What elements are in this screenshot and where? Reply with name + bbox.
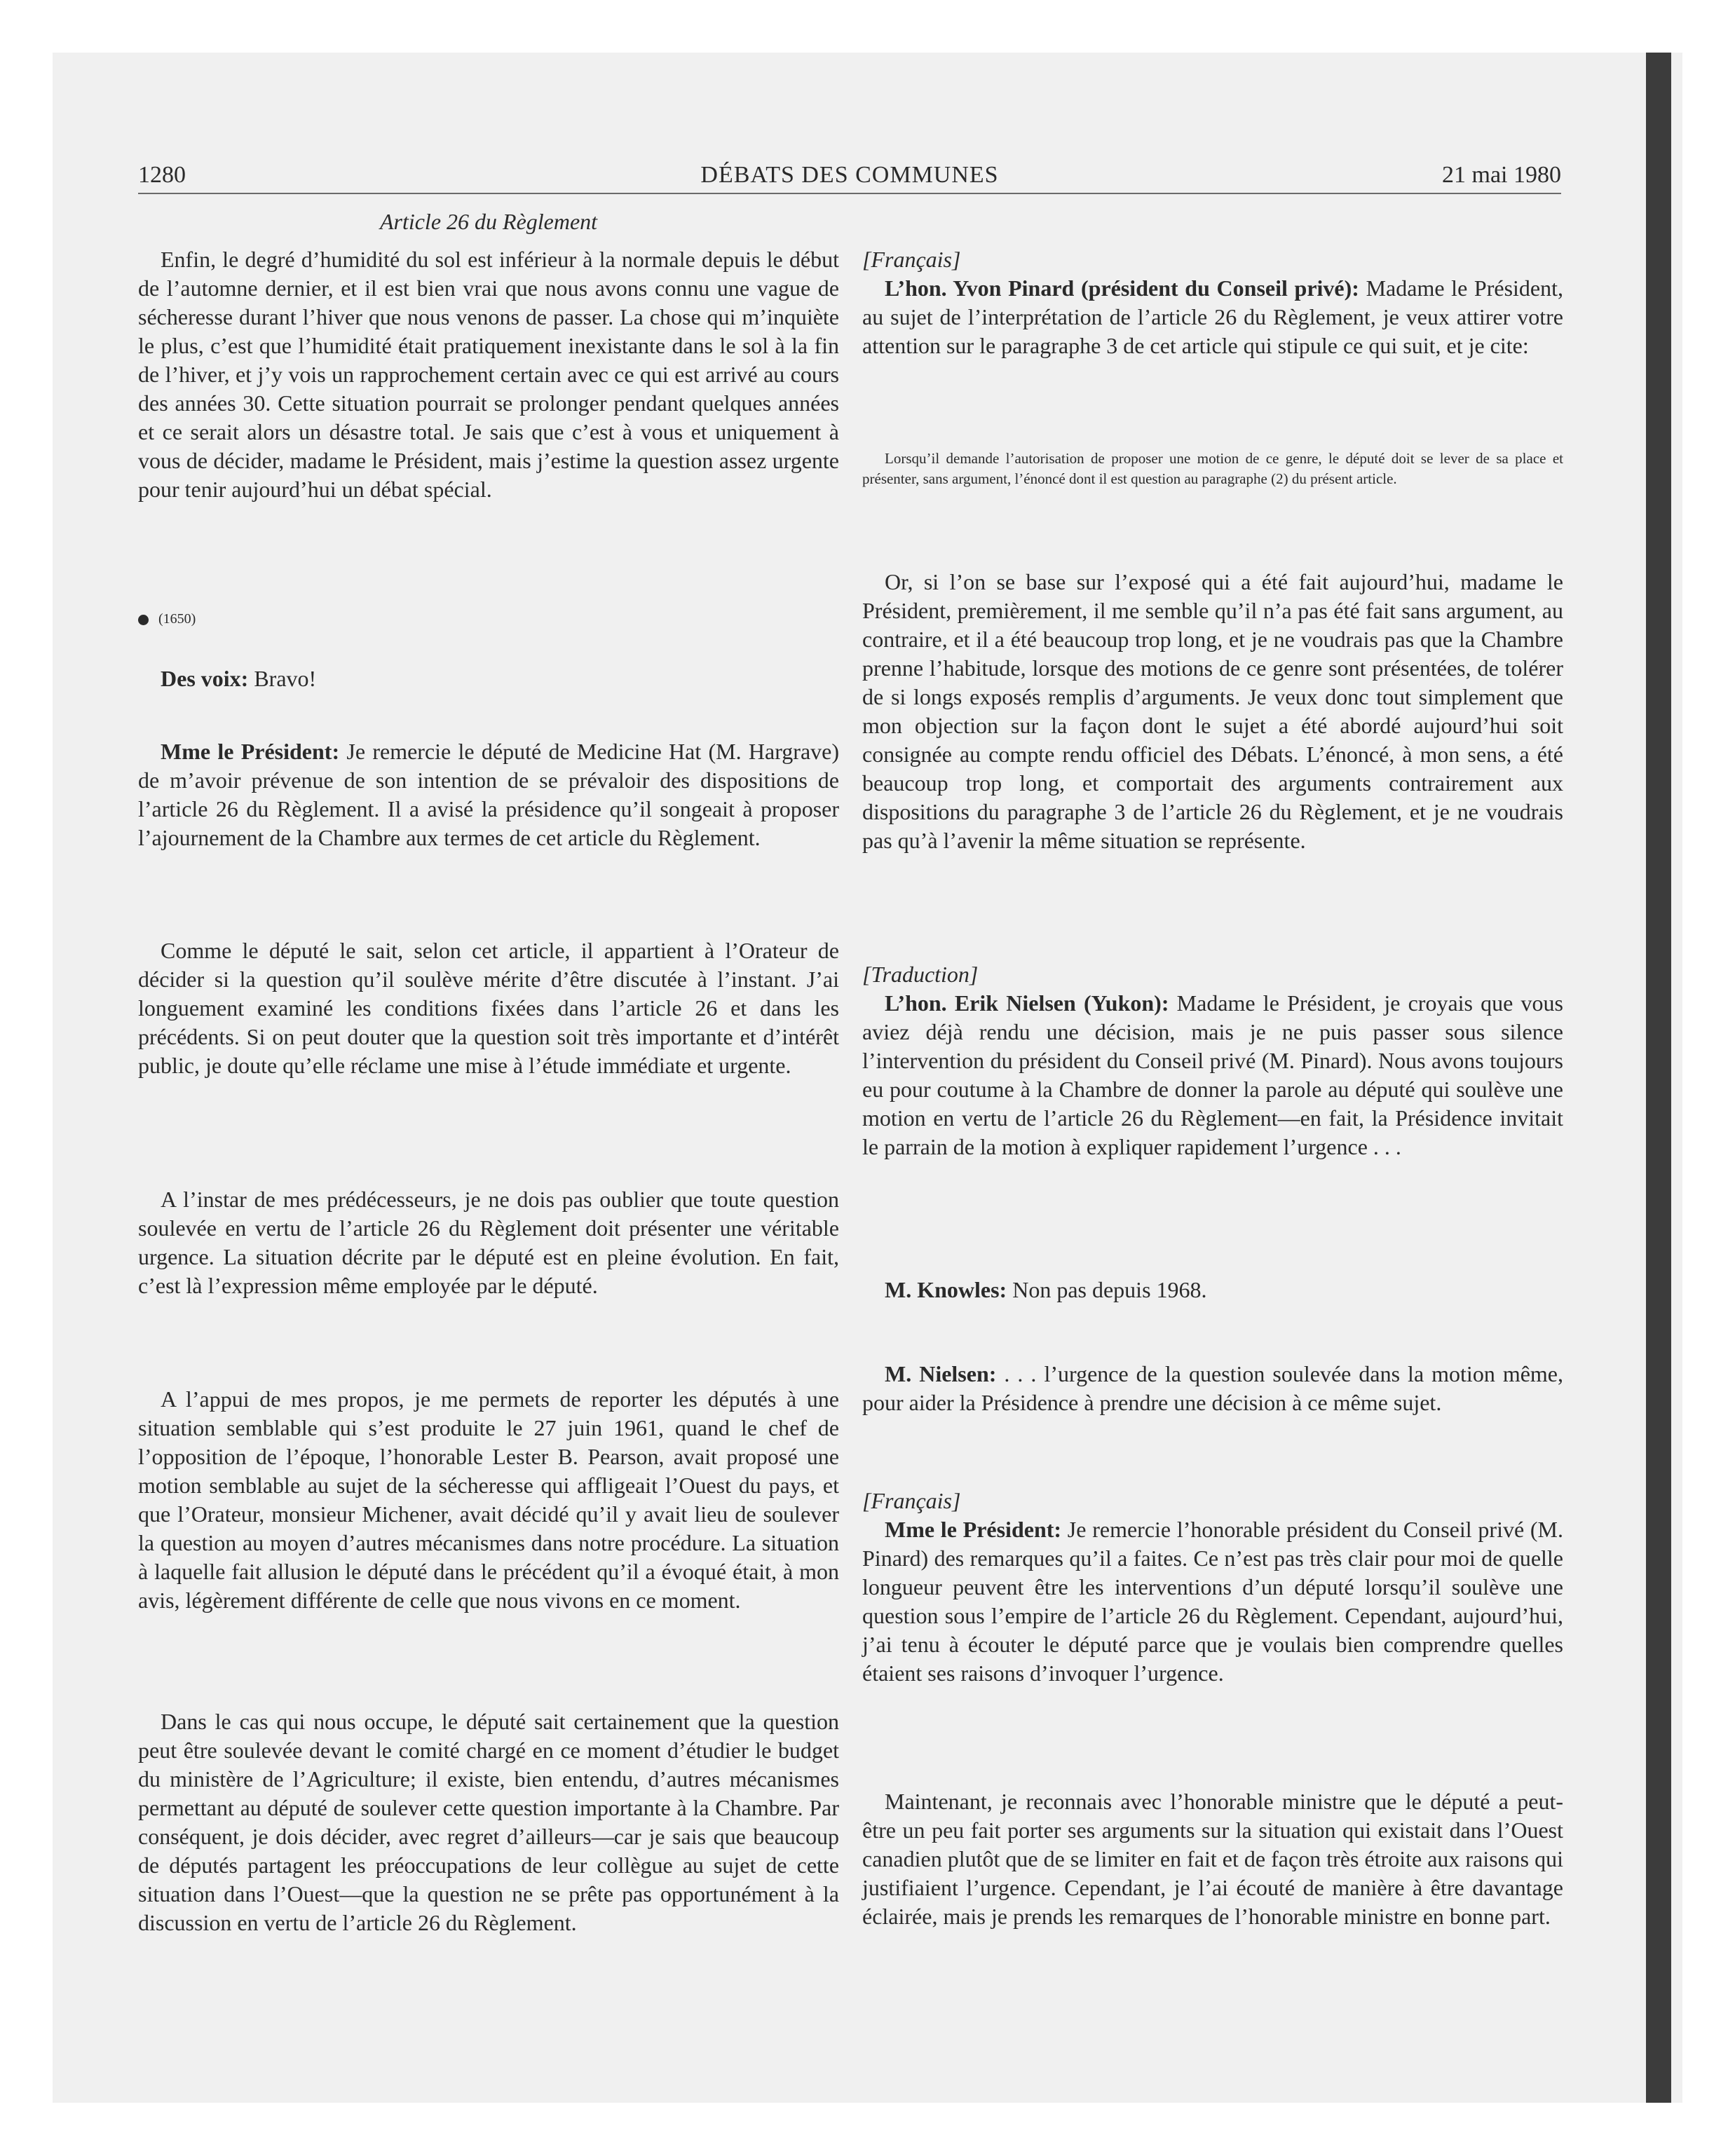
left-column [138,207,839,2002]
paragraph: A l’appui de mes propos, je me permets de reporter les députés à une situation semblable qui s’est produite le 27 juin 1961, quand le chef de l’opposition de l’époque, l’honorable Lester B. Pearson, avait proposé une motion semblable au sujet de la sécheresse qui affligeait l’Ouest du pays, et que l’Orateur, monsieur Michener, avait décidé qu’il y avait lieu de soulever la question au moyen d’autres mécanismes dans notre procédure. La situation à laquelle fait allusion le député dans le précédent qu’il a évoqué était, à mon avis, légèrement différente de celle que nous vivons en ce moment. [138,1386,839,1613]
page-number: 1280 [138,162,186,188]
paragraph: Comme le député le sait, selon cet article, il appartient à l’Orateur de décider si la question qu’il soulève mérite d’être discutée à l’instant. J’ai longuement examiné les conditions fixées dans l’article 26 et dans les précédents. Si on peut douter que la question soit très importante et d’intérêt public, je doute qu’elle réclame une mise à l’étude immédiate et urgente. [138,938,839,1078]
intervention-text: . . . l’urgence de la question soulevée dans la motion même, pour aider la Présidence à prendre une décision à ce même sujet. [862,1361,1564,1415]
paragraph: Maintenant, je reconnais avec l’honorable ministre que le député a peut-être un peu fait porter ses arguments sur la situation qui existait dans l’Ouest canadien plutôt que de se limiter en fait et de façon très étroite aux raisons qui justifiaient l’urgence. Cependant, je l’ai écouté de manière à être davantage éclairée, mais je prends les remarques de l’honorable ministre en bonne part. [862,1789,1563,1929]
intervention [138,737,839,852]
intervention-text: Bravo! [248,666,317,691]
speaker-name: Mme le Président: [885,1517,1062,1542]
publication-date: 21 mai 1980 [1442,162,1561,188]
intervention [862,989,1563,1161]
time-marker [138,608,839,629]
intervention-text: Je remercie l’honorable président du Conseil privé (M. Pinard) des remarques qu’il a faites. Ce n’est pas très clair pour moi de quelle longueur peuvent être les interventions d’un député lorsqu’il soulève une question sous l’empire de l’article 26 du Règlement. Cependant, aujourd’hui, j’ai tenu à écouter le député parce que je voulais bien comprendre quelles étaient ses raisons d’invoquer l’urgence. [862,1517,1564,1686]
bullet-dot [138,615,149,625]
intervention [862,1276,1563,1304]
intervention [138,664,839,693]
speaker-name: L’hon. Erik Nielsen (Yukon): [885,990,1169,1016]
language-tag: [Traduction] [862,962,979,987]
intervention-text: Non pas depuis 1968. [1007,1277,1207,1302]
speaker-name: M. Nielsen: [885,1361,997,1386]
paragraph: Or, si l’on se base sur l’exposé qui a été fait aujourd’hui, madame le Président, premièrement, il me semble qu’il n’a pas été fait sans argument, au contraire, et il a été beaucoup trop long, et je ne voudrais pas que la Chambre prenne l’habitude, lorsque des motions de ce genre sont présentées, de tolérer de si longs exposés remplis d’arguments. Je veux donc tout simplement que mon objection sur la façon dont le sujet a été abordé aujourd’hui soit consignée au compte rendu officiel des Débats. L’énoncé, à mon sens, a été beaucoup trop long, et comportait des arguments contrairement aux dispositions du paragraphe 3 de l’article 26 du Règlement, et je ne voudrais pas qu’à l’avenir la même situation se représente. [862,569,1563,853]
intervention [862,1360,1563,1417]
speaker-name: Mme le Président: [161,739,340,764]
time-marker-text: (1650) [158,611,196,627]
right-column [862,245,1563,1998]
paragraph: A l’instar de mes prédécesseurs, je ne dois pas oublier que toute question soulevée en vertu de l’article 26 du Règlement doit présenter une véritable urgence. La situation décrite par le député est en pleine évolution. En fait, c’est là l’expression même employée par le député. [138,1187,839,1298]
language-tag: [Français] [862,247,961,272]
quoted-rule: Lorsqu’il demande l’autorisation de proposer une motion de ce genre, le député doit se lever de sa place et présenter, sans argument, l’énoncé dont il est question au paragraphe (2) du présent article. [862,450,1563,487]
intervention-text: Je remercie le député de Medicine Hat (M. Hargrave) de m’avoir prévenue de son intention de se prévaloir des dispositions de l’article 26 du Règlement. Il a avisé la présidence qu’il songeait à proposer l’ajournement de la Chambre aux termes de cet article du Règlement. [138,739,840,850]
paragraph: Enfin, le degré d’humidité du sol est inférieur à la normale depuis le début de l’automne dernier, et il est bien vrai que nous avons connu une vague de sécheresse durant l’hiver que nous venons de passer. La chose qui m’inquiète le plus, c’est que l’humidité était pratiquement inexistante dans le sol à la fin de l’hiver, et j’y vois un rapprochement certain avec ce qui est arrivé au cours des années 30. Cette situation pourrait se prolonger pendant quelques années et ce serait alors un désastre total. Je sais que c’est à vous et uniquement à vous de décider, madame le Président, mais j’estime la question assez urgente pour tenir aujourd’hui un débat spécial. [138,247,839,502]
intervention-text: Madame le Président, je croyais que vous aviez déjà rendu une décision, mais je ne puis passer sous silence l’intervention du président du Conseil privé (M. Pinard). Nous avons toujours eu pour coutume à la Chambre de donner la parole au député qui soulève une motion en vertu de l’article 26 du Règlement—en fait, la Présidence invitait le parrain de la motion à expliquer rapidement l’urgence . . . [862,990,1564,1159]
intervention [862,1515,1563,1688]
language-tag: [Français] [862,1488,961,1513]
publication-title: DÉBATS DES COMMUNES [700,162,999,188]
page-edge-shadow [1646,53,1671,2103]
intervention [862,274,1563,360]
header-rule [138,193,1561,194]
speaker-name: L’hon. Yvon Pinard (président du Conseil privé): [885,275,1359,301]
running-header [138,160,1561,195]
speaker-name: M. Knowles: [885,1277,1007,1302]
intervention-text: Madame le Président, au sujet de l’interprétation de l’article 26 du Règlement, je veux attirer votre attention sur le paragraphe 3 de cet article qui stipule ce qui suit, et je cite: [862,275,1564,358]
section-title: Article 26 du Règlement [379,209,598,234]
paragraph: Dans le cas qui nous occupe, le député sait certainement que la question peut être soulevée devant le comité chargé en ce moment d’étudier le budget du ministère de l’Agriculture; il existe, bien entendu, d’autres mécanismes permettant au député de soulever cette question importante à la Chambre. Par conséquent, je dois décider, avec regret d’ailleurs—car je sais que beaucoup de députés partagent les préoccupations de leur collègue au sujet de cette situation dans l’Ouest—que la question ne se prête pas opportunément à la discussion en vertu de l’article 26 du Règlement. [138,1709,839,1935]
speaker-name: Des voix: [161,666,249,691]
